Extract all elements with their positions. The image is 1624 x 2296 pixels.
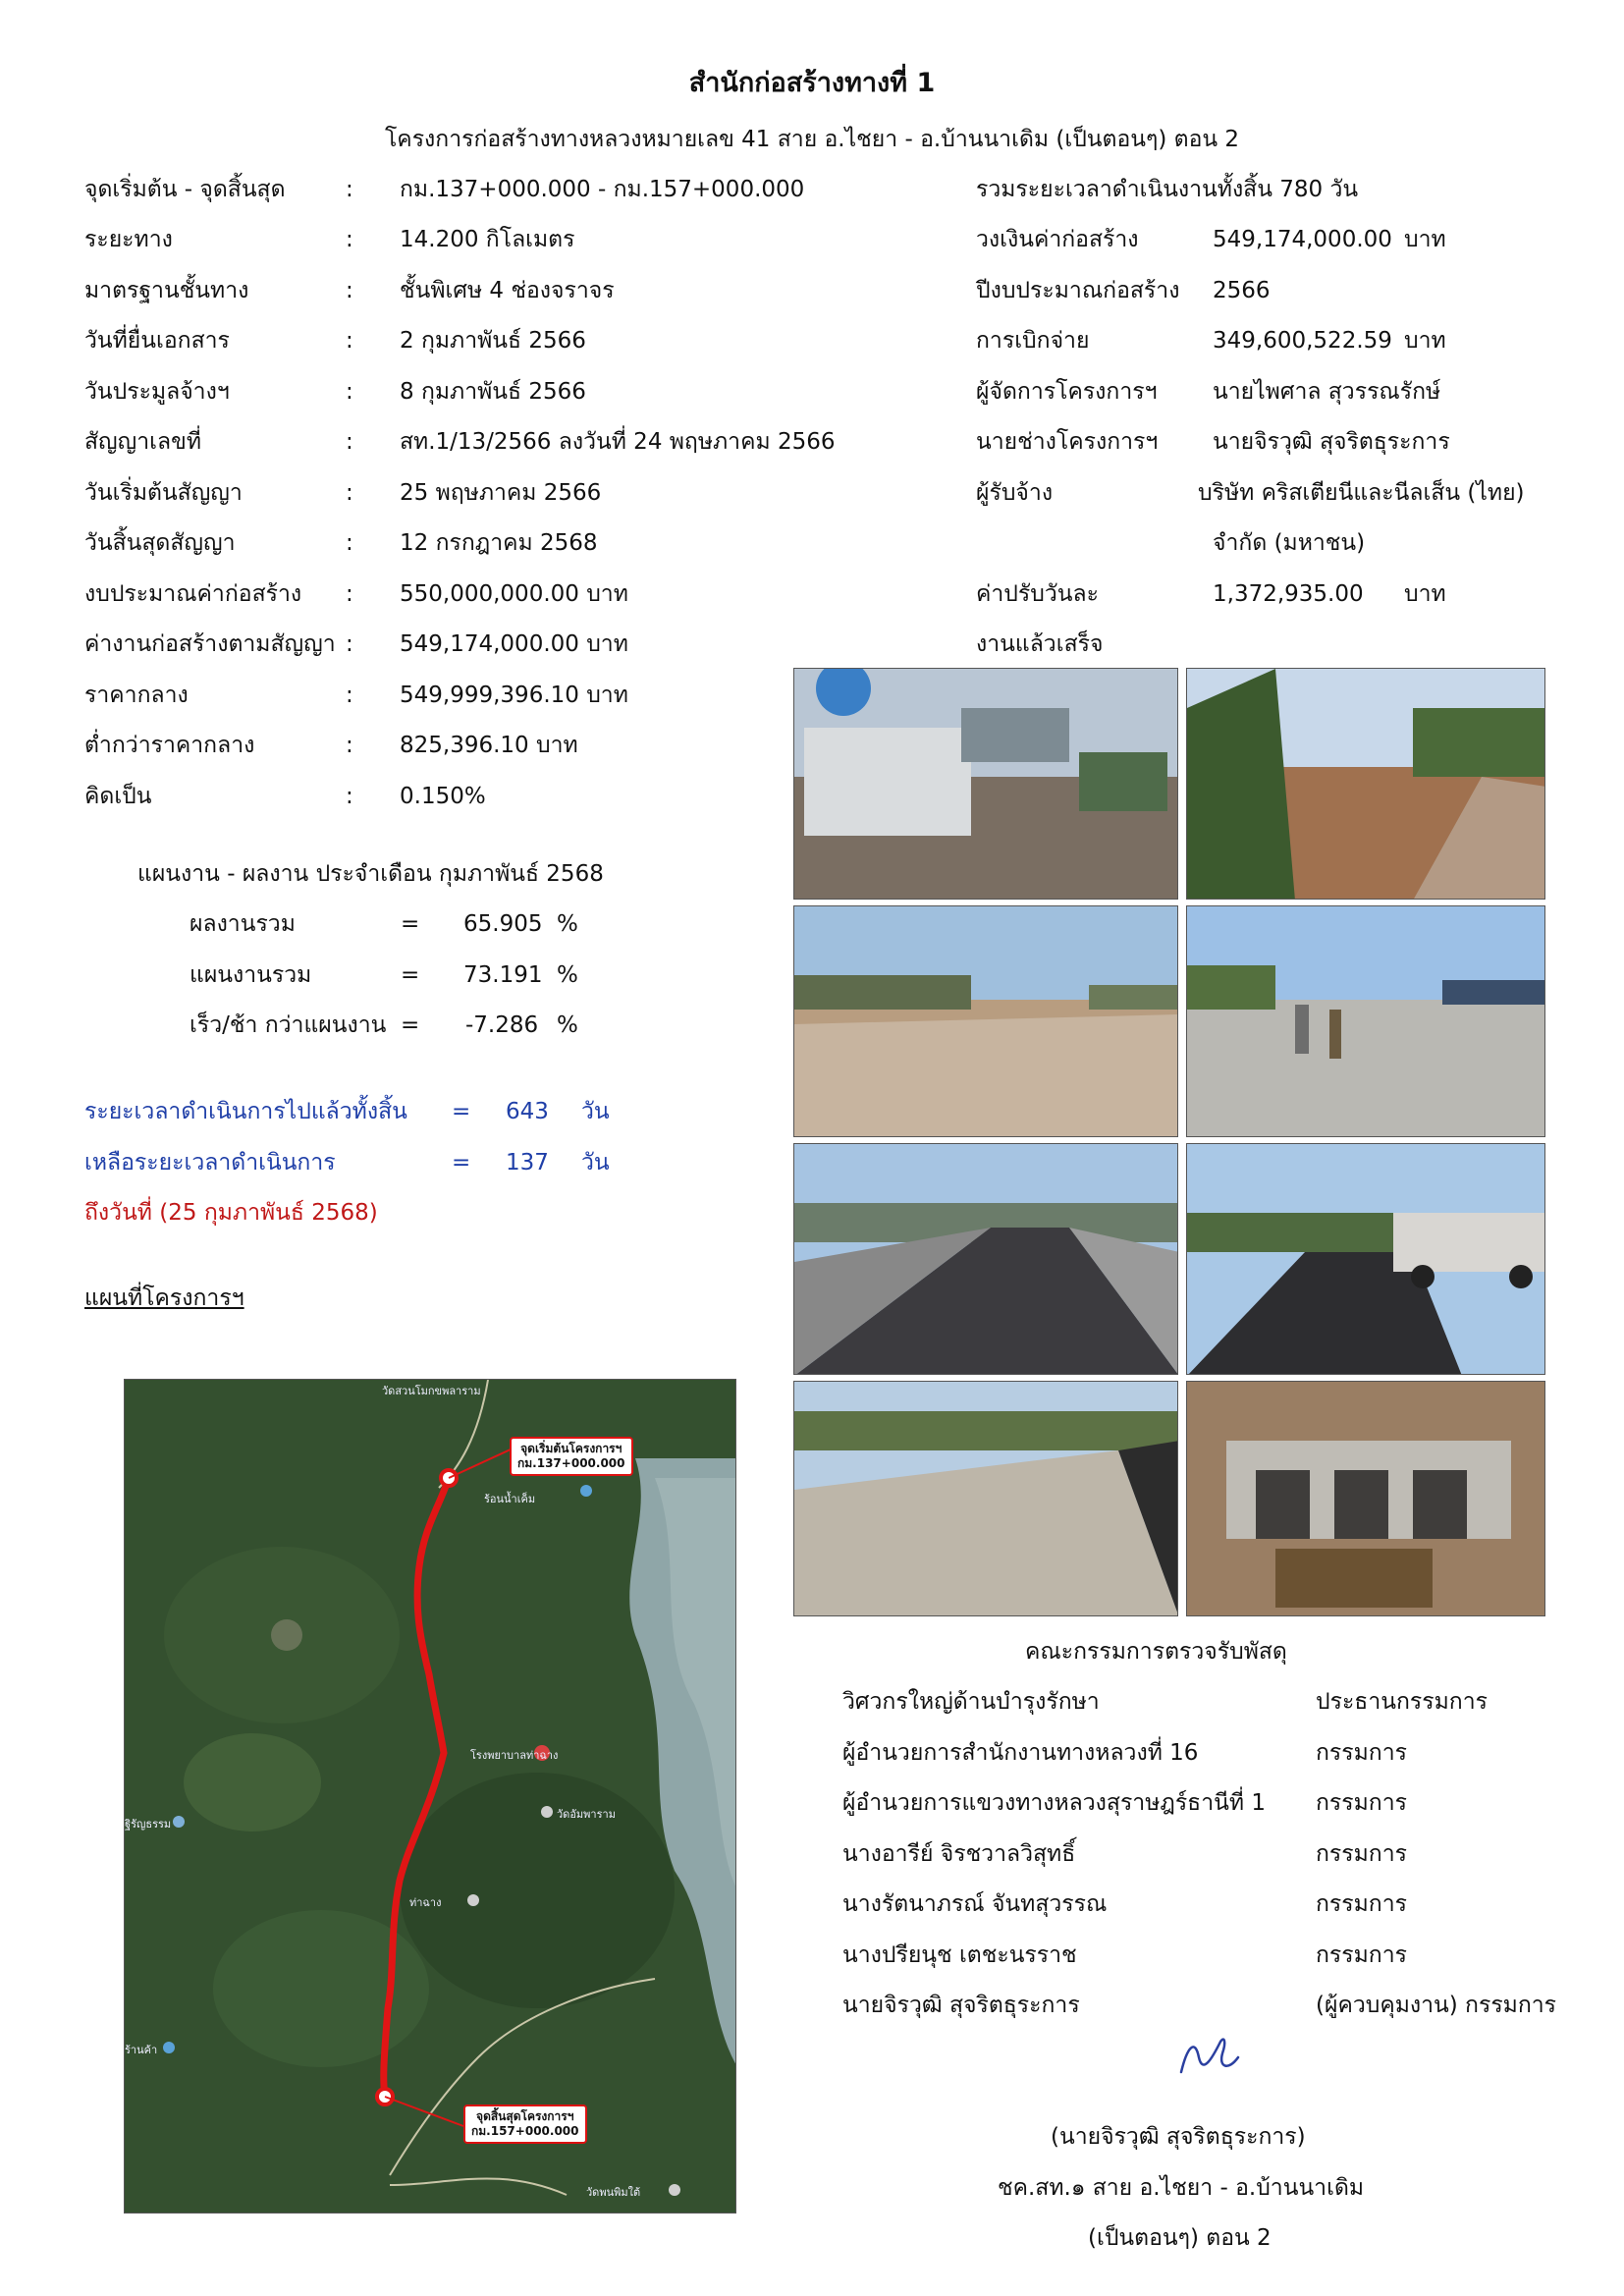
info-colon: : bbox=[346, 631, 353, 657]
info-colon: : bbox=[346, 581, 353, 607]
start-point-callout bbox=[510, 1437, 633, 1476]
committee-member-name: นายจิรวุฒิ สุจริตธุระการ bbox=[842, 1993, 1080, 2018]
info-value: กม.137+000.000 - กม.157+000.000 bbox=[400, 177, 805, 202]
info-label: ราคากลาง bbox=[84, 683, 189, 708]
committee-member-role: (ผู้ควบคุมงาน) กรรมการ bbox=[1316, 1993, 1557, 2018]
map-place-label: โรงพยาบาลท่าฉาง bbox=[470, 1749, 559, 1762]
info-label: ผู้รับจ้าง bbox=[976, 480, 1054, 506]
info-value: 25 พฤษภาคม 2566 bbox=[400, 480, 602, 506]
end-point-callout bbox=[463, 2105, 587, 2144]
info-colon: : bbox=[346, 480, 353, 506]
info-value: นายจิรวุฒิ สุจริตธุระการ bbox=[1213, 429, 1450, 455]
progress-heading: แผนงาน - ผลงาน ประจำเดือน กุมภาพันธ์ 2568 bbox=[137, 861, 604, 887]
info-unit: บาท bbox=[1404, 328, 1446, 354]
road-milling-machine-photo bbox=[793, 668, 1178, 900]
committee-member-name: นางรัตนาภรณ์ จันทสุวรรณ bbox=[842, 1891, 1108, 1917]
info-value: 0.150% bbox=[400, 784, 486, 809]
project-map bbox=[124, 1379, 736, 2214]
place-marker-icon bbox=[467, 1894, 479, 1906]
end-point-label: จุดสิ้นสุดโครงการฯ bbox=[476, 2109, 574, 2123]
info-value: จำกัด (มหาชน) bbox=[1213, 530, 1366, 556]
info-label: ระยะทาง bbox=[84, 227, 173, 252]
info-colon: : bbox=[346, 429, 353, 455]
map-place-label: ท่าฉาง bbox=[409, 1896, 442, 1909]
info-value: 549,174,000.00 bbox=[1213, 227, 1392, 252]
progress-unit: % bbox=[557, 911, 578, 937]
info-label: คิดเป็น bbox=[84, 784, 152, 809]
progress-label: เร็ว/ช้า กว่าแผนงาน bbox=[189, 1012, 387, 1038]
info-colon: : bbox=[346, 379, 353, 405]
info-value: 1,372,935.00 bbox=[1213, 581, 1364, 607]
total-duration: รวมระยะเวลาดำเนินงานทั้งสิ้น 780 วัน bbox=[976, 177, 1359, 202]
elapsed-value: 643 bbox=[506, 1099, 549, 1124]
info-label: ผู้จัดการโครงการฯ bbox=[976, 379, 1158, 405]
progress-unit: % bbox=[557, 962, 578, 988]
committee-member-name: ผู้อำนวยการแขวงทางหลวงสุราษฎร์ธานีที่ 1 bbox=[842, 1790, 1266, 1816]
info-label: ปีงบประมาณก่อสร้าง bbox=[976, 278, 1180, 303]
remaining-label: เหลือระยะเวลาดำเนินการ bbox=[84, 1150, 336, 1175]
info-unit: บาท bbox=[1404, 227, 1446, 252]
info-value: 8 กุมภาพันธ์ 2566 bbox=[400, 379, 586, 405]
place-marker-icon bbox=[173, 1816, 185, 1828]
progress-label: ผลงานรวม bbox=[189, 911, 296, 937]
progress-eq: = bbox=[401, 1012, 420, 1038]
map-place-label: วัดสวนโมกขพลาราม bbox=[382, 1385, 481, 1397]
info-value: 349,600,522.59 bbox=[1213, 328, 1392, 354]
remaining-eq: = bbox=[452, 1150, 471, 1175]
project-subtitle: โครงการก่อสร้างทางหลวงหมายเลข 41 สาย อ.ไชยา - อ.บ้านนาเดิม (เป็นตอนๆ) ตอน 2 bbox=[384, 127, 1240, 152]
place-marker-icon bbox=[163, 2042, 175, 2053]
surveyors-on-road-photo bbox=[1186, 905, 1545, 1137]
committee-member-name: วิศวกรใหญ่ด้านบำรุงรักษา bbox=[842, 1689, 1100, 1715]
committee-member-role: กรรมการ bbox=[1316, 1891, 1407, 1917]
info-colon: : bbox=[346, 278, 353, 303]
info-value: 549,999,396.10 บาท bbox=[400, 683, 628, 708]
committee-member-role: กรรมการ bbox=[1316, 1942, 1407, 1968]
progress-value: 73.191 bbox=[463, 962, 543, 988]
place-marker-icon bbox=[541, 1806, 553, 1818]
info-label: งานแล้วเสร็จ bbox=[976, 631, 1104, 657]
info-value: 14.200 กิโลเมตร bbox=[400, 227, 575, 252]
committee-heading: คณะกรรมการตรวจรับพัสดุ bbox=[1025, 1639, 1287, 1665]
remaining-unit: วัน bbox=[581, 1150, 610, 1175]
map-place-label: ร้านค้า bbox=[125, 2044, 158, 2056]
info-value: สท.1/13/2566 ลงวันที่ 24 พฤษภาคม 2566 bbox=[400, 429, 836, 455]
start-point-label: จุดเริ่มต้นโครงการฯ bbox=[520, 1442, 623, 1455]
info-label: วันสิ้นสุดสัญญา bbox=[84, 530, 236, 556]
info-label: มาตรฐานชั้นทาง bbox=[84, 278, 249, 303]
committee-member-role: กรรมการ bbox=[1316, 1740, 1407, 1766]
asphalt-road-photo bbox=[793, 1143, 1178, 1375]
committee-member-name: นางอารีย์ จิรชวาลวิสุทธิ์ bbox=[842, 1841, 1076, 1867]
new-asphalt-trucks-photo bbox=[1186, 1143, 1545, 1375]
progress-eq: = bbox=[401, 911, 420, 937]
info-value: 549,174,000.00 บาท bbox=[400, 631, 628, 657]
end-point-km: กม.157+000.000 bbox=[471, 2124, 579, 2138]
progress-value: 65.905 bbox=[463, 911, 543, 937]
info-value: 825,396.10 บาท bbox=[400, 733, 578, 758]
committee-member-role: กรรมการ bbox=[1316, 1841, 1407, 1867]
info-colon: : bbox=[346, 733, 353, 758]
map-place-label: ฐิรัญธรรม bbox=[125, 1818, 172, 1831]
place-marker-icon bbox=[580, 1485, 592, 1497]
info-label: ต่ำกว่าราคากลาง bbox=[84, 733, 255, 758]
info-label: ค่าปรับวันละ bbox=[976, 581, 1099, 607]
handwritten-signature bbox=[1173, 2028, 1252, 2087]
signer-position: ชค.สท.๑ สาย อ.ไชยา - อ.บ้านนาเดิม bbox=[998, 2175, 1365, 2201]
committee-member-role: ประธานกรรมการ bbox=[1316, 1689, 1488, 1715]
info-value: 12 กรกฎาคม 2568 bbox=[400, 530, 598, 556]
info-label: วันเริ่มต้นสัญญา bbox=[84, 480, 243, 506]
progress-unit: % bbox=[557, 1012, 578, 1038]
info-colon: : bbox=[346, 177, 353, 202]
info-value: นายไพศาล สุวรรณรักษ์ bbox=[1213, 379, 1441, 405]
place-marker-icon bbox=[669, 2184, 680, 2196]
info-label: ค่างานก่อสร้างตามสัญญา bbox=[84, 631, 336, 657]
remaining-value: 137 bbox=[506, 1150, 549, 1175]
info-colon: : bbox=[346, 530, 353, 556]
info-label: วันที่ยื่นเอกสาร bbox=[84, 328, 230, 354]
progress-eq: = bbox=[401, 962, 420, 988]
committee-member-role: กรรมการ bbox=[1316, 1790, 1407, 1816]
info-label: การเบิกจ่าย bbox=[976, 328, 1090, 354]
graded-road-photo bbox=[793, 905, 1178, 1137]
progress-value: -7.286 bbox=[465, 1012, 539, 1038]
info-label: จุดเริ่มต้น - จุดสิ้นสุด bbox=[84, 177, 286, 202]
start-point-km: กม.137+000.000 bbox=[517, 1456, 625, 1470]
info-label: นายช่างโครงการฯ bbox=[976, 429, 1159, 455]
map-place-label: ร้อนน้ำเค็ม bbox=[484, 1493, 536, 1505]
elapsed-label: ระยะเวลาดำเนินการไปแล้วทั้งสิ้น bbox=[84, 1099, 407, 1124]
info-value: 550,000,000.00 บาท bbox=[400, 581, 628, 607]
map-heading: แผนที่โครงการฯ bbox=[84, 1285, 244, 1311]
info-value: บริษัท คริสเตียนีและนีลเส็น (ไทย) bbox=[1198, 480, 1525, 506]
box-culvert-photo bbox=[1186, 1381, 1545, 1616]
elapsed-eq: = bbox=[452, 1099, 471, 1124]
committee-member-name: นางปรียนุช เตชะนรราช bbox=[842, 1942, 1077, 1968]
map-place-label: วัดอัมพาราม bbox=[557, 1808, 616, 1821]
info-label: สัญญาเลขที่ bbox=[84, 429, 201, 455]
as-of-date: ถึงวันที่ (25 กุมภาพันธ์ 2568) bbox=[84, 1200, 378, 1226]
concrete-road-photo bbox=[793, 1381, 1178, 1616]
elapsed-unit: วัน bbox=[581, 1099, 610, 1124]
page-title: สำนักก่อสร้างทางที่ 1 bbox=[688, 68, 936, 98]
info-colon: : bbox=[346, 784, 353, 809]
signer-name: (นายจิรวุฒิ สุจริตธุระการ) bbox=[1051, 2124, 1306, 2150]
progress-label: แผนงานรวม bbox=[189, 962, 312, 988]
committee-member-name: ผู้อำนวยการสำนักงานทางหลวงที่ 16 bbox=[842, 1740, 1199, 1766]
satellite-map-image bbox=[125, 1380, 736, 2214]
info-value: 2 กุมภาพันธ์ 2566 bbox=[400, 328, 586, 354]
info-label: วงเงินค่าก่อสร้าง bbox=[976, 227, 1139, 252]
info-colon: : bbox=[346, 227, 353, 252]
map-place-label: วัดพนพิมใต้ bbox=[586, 2186, 641, 2199]
info-colon: : bbox=[346, 328, 353, 354]
info-label: วันประมูลจ้างฯ bbox=[84, 379, 230, 405]
dirt-road-photo bbox=[1186, 668, 1545, 900]
info-unit: บาท bbox=[1404, 581, 1446, 607]
info-colon: : bbox=[346, 683, 353, 708]
info-value: ชั้นพิเศษ 4 ช่องจราจร bbox=[400, 278, 615, 303]
info-label: งบประมาณค่าก่อสร้าง bbox=[84, 581, 302, 607]
info-value: 2566 bbox=[1213, 278, 1271, 303]
signer-section: (เป็นตอนๆ) ตอน 2 bbox=[1088, 2225, 1272, 2251]
